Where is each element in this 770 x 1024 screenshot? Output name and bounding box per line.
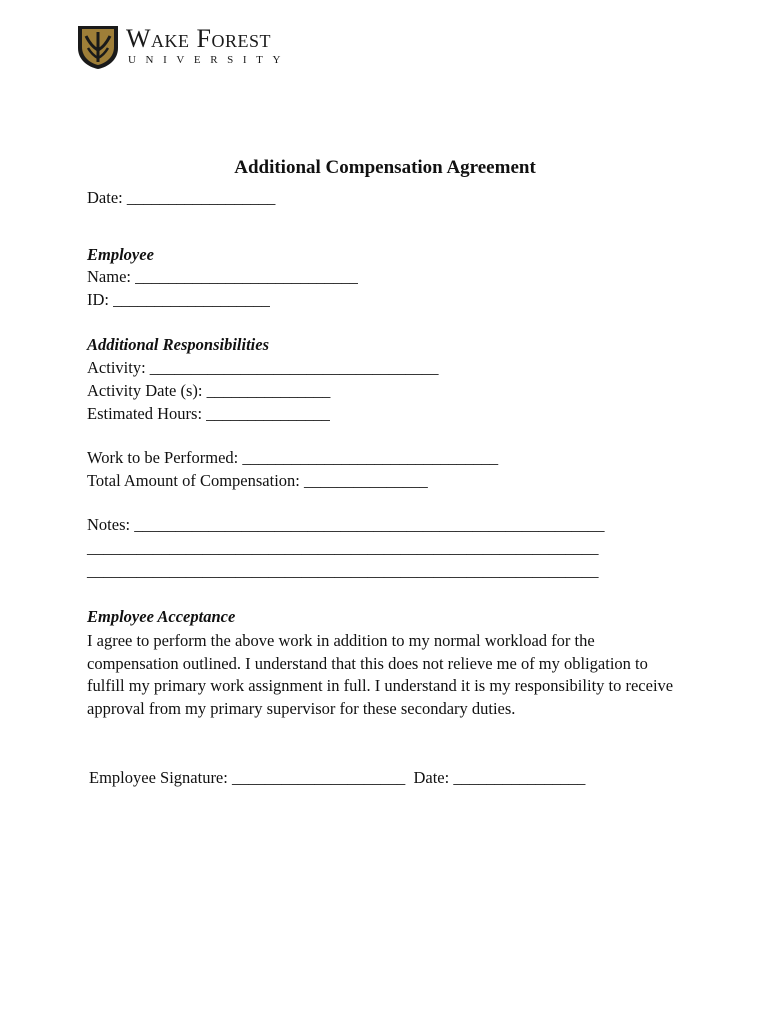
- logo-name: [126, 24, 271, 54]
- notes-line-2[interactable]: ______________________________________________________________: [87, 538, 599, 557]
- date-field[interactable]: Date: __________________: [87, 188, 276, 207]
- compensation-field[interactable]: Total Amount of Compensation: _______________: [87, 471, 428, 490]
- university-logo: [76, 22, 306, 72]
- activity-field[interactable]: Activity: ___________________________________: [87, 358, 439, 377]
- name-field[interactable]: Name: ___________________________: [87, 267, 358, 286]
- id-field[interactable]: ID: ___________________: [87, 290, 270, 309]
- logo-subtitle: UNIVERSITY: [128, 54, 290, 66]
- activity-date-field[interactable]: Activity Date (s): _______________: [87, 381, 331, 400]
- employee-heading: Employee: [87, 245, 154, 264]
- notes-field[interactable]: Notes: _________________________________________________________: [87, 515, 605, 534]
- logo-name-text: Wake Forest: [126, 24, 271, 53]
- document-title: Additional Compensation Agreement: [234, 157, 536, 178]
- notes-line-3[interactable]: ______________________________________________________________: [87, 561, 599, 580]
- acceptance-heading: Employee Acceptance: [87, 607, 236, 626]
- estimated-hours-field[interactable]: Estimated Hours: _______________: [87, 404, 330, 423]
- shield-logo-icon: [76, 22, 120, 70]
- acceptance-paragraph: I agree to perform the above work in addition to my normal workload for the compensation outlined. I understand that this does not relieve me of my obligation to fulfill my primary work assignment in full. I understand it is my responsibility to receive approval from my primary supervisor for these secondary duties.: [87, 631, 674, 718]
- signature-field[interactable]: Employee Signature: _____________________ Date: ________________: [89, 768, 586, 787]
- work-performed-field[interactable]: Work to be Performed: _______________________________: [87, 448, 499, 467]
- responsibilities-heading: Additional Responsibilities: [87, 335, 269, 354]
